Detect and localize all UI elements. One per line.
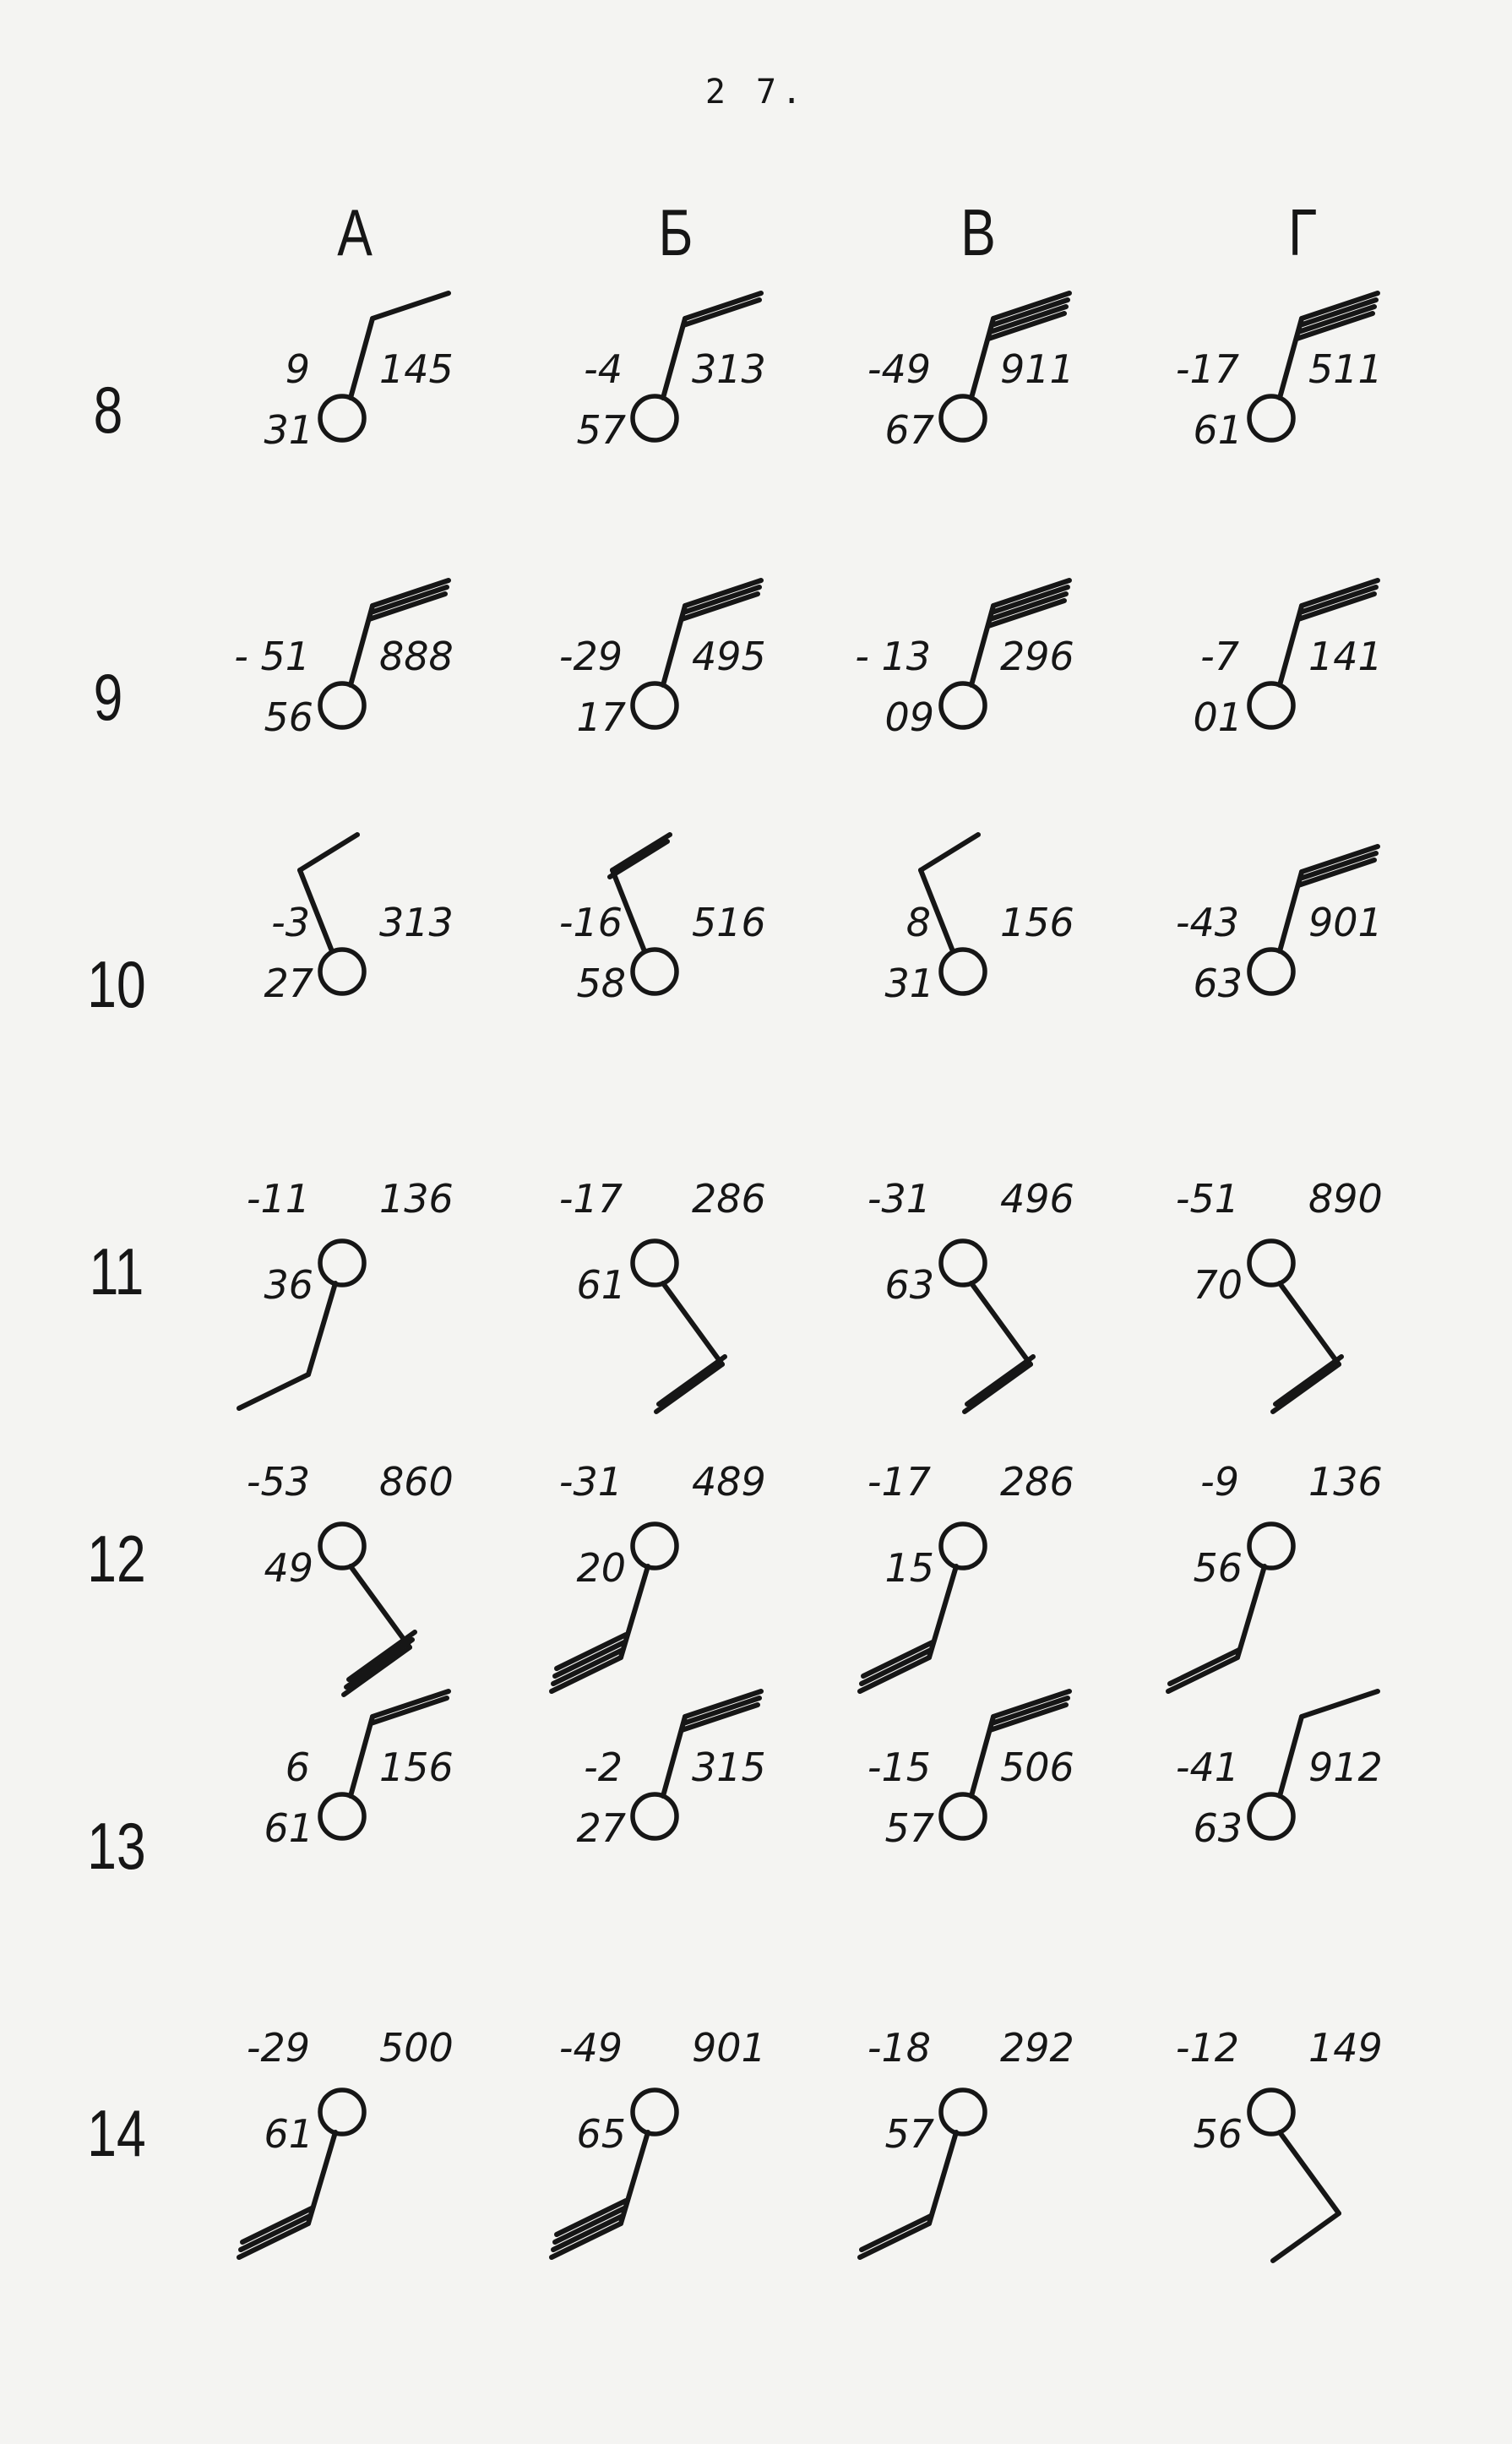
station-12-0 bbox=[247, 1459, 454, 1695]
station-8-0 bbox=[264, 293, 453, 453]
wind-barb bbox=[1168, 1657, 1237, 1691]
temperature-value: -17 bbox=[1175, 346, 1239, 392]
temperature-value: -18 bbox=[867, 2025, 931, 2071]
wind-barb bbox=[990, 1705, 1066, 1730]
wind-barb bbox=[344, 1647, 410, 1695]
temperature-value: - 13 bbox=[855, 634, 931, 679]
wind-barb bbox=[990, 307, 1066, 332]
page-number: 2 7. bbox=[704, 73, 808, 112]
wind-barb bbox=[993, 1691, 1069, 1717]
station-12-3 bbox=[1168, 1459, 1383, 1691]
pressure-value: 296 bbox=[1000, 634, 1074, 679]
wind-barb bbox=[1300, 853, 1376, 879]
dewpoint-value: 65 bbox=[576, 2111, 626, 2157]
column-header-a: А bbox=[337, 195, 373, 269]
temperature-value: -15 bbox=[867, 1745, 931, 1790]
wind-barb bbox=[373, 580, 449, 606]
row-label-12: 12 bbox=[87, 1521, 146, 1596]
pressure-value: 495 bbox=[692, 634, 766, 679]
dewpoint-value: 36 bbox=[264, 1262, 313, 1308]
wind-barb bbox=[346, 1640, 412, 1687]
temperature-value: -9 bbox=[1200, 1459, 1239, 1505]
wind-barb bbox=[659, 1357, 725, 1404]
station-10-1 bbox=[559, 835, 766, 1006]
wind-barb bbox=[683, 1698, 759, 1723]
temperature-value: 6 bbox=[285, 1745, 310, 1790]
wind-barb bbox=[373, 293, 449, 318]
dewpoint-value: 57 bbox=[576, 407, 626, 453]
temperature-value: -12 bbox=[1175, 2025, 1239, 2071]
station-circle bbox=[320, 950, 364, 993]
dewpoint-value: 58 bbox=[576, 961, 626, 1006]
station-circle bbox=[633, 950, 677, 993]
dewpoint-value: 63 bbox=[884, 1262, 934, 1308]
temperature-value: -17 bbox=[867, 1459, 931, 1505]
temperature-value: -4 bbox=[584, 346, 623, 392]
dewpoint-value: 27 bbox=[576, 1805, 626, 1851]
row-label-10: 10 bbox=[87, 947, 146, 1021]
wind-barb bbox=[965, 1364, 1031, 1412]
station-circle bbox=[320, 1241, 364, 1285]
station-circle bbox=[633, 396, 677, 440]
wind-stem bbox=[971, 1283, 1031, 1364]
dewpoint-value: 61 bbox=[576, 1262, 626, 1308]
dewpoint-value: 57 bbox=[884, 2111, 934, 2157]
wind-barb bbox=[685, 1691, 761, 1717]
row-label-11: 11 bbox=[89, 1234, 144, 1309]
station-14-3 bbox=[1176, 2025, 1383, 2261]
pressure-value: 511 bbox=[1308, 346, 1383, 392]
wind-barb bbox=[239, 1374, 308, 1408]
temperature-value: -11 bbox=[246, 1176, 310, 1222]
wind-barb bbox=[1302, 1691, 1378, 1717]
station-10-0 bbox=[264, 835, 453, 1006]
wind-stem bbox=[1280, 1717, 1302, 1796]
pressure-value: 506 bbox=[1000, 1745, 1074, 1790]
pressure-value: 145 bbox=[379, 346, 454, 392]
row-label-9: 9 bbox=[93, 660, 123, 734]
pressure-value: 516 bbox=[692, 900, 766, 945]
wind-barb bbox=[682, 1705, 758, 1730]
station-14-0 bbox=[239, 2025, 454, 2257]
station-circle bbox=[1249, 950, 1293, 993]
temperature-value: 9 bbox=[285, 346, 310, 392]
station-13-2 bbox=[867, 1691, 1074, 1851]
row-label-14: 14 bbox=[87, 2096, 146, 2170]
wind-stem bbox=[663, 318, 685, 398]
temperature-value: -3 bbox=[271, 900, 310, 945]
station-circle bbox=[320, 683, 364, 727]
wind-stem bbox=[1280, 2132, 1339, 2213]
station-circle bbox=[633, 683, 677, 727]
station-circle bbox=[941, 2090, 985, 2134]
pressure-value: 489 bbox=[692, 1459, 766, 1505]
wind-barb bbox=[860, 2224, 929, 2257]
dewpoint-value: 15 bbox=[884, 1545, 934, 1591]
wind-barb bbox=[610, 841, 667, 877]
wind-barb bbox=[369, 594, 445, 619]
dewpoint-value: 67 bbox=[884, 407, 934, 453]
dewpoint-value: 31 bbox=[264, 407, 313, 453]
station-circle bbox=[1249, 2090, 1293, 2134]
column-header-b: Б bbox=[658, 195, 693, 269]
station-13-3 bbox=[1176, 1691, 1383, 1851]
dewpoint-value: 57 bbox=[884, 1805, 934, 1851]
pressure-value: 901 bbox=[692, 2025, 766, 2071]
wind-barb bbox=[992, 587, 1068, 612]
station-13-0 bbox=[264, 1691, 453, 1851]
station-9-0 bbox=[234, 580, 454, 740]
temperature-value: -29 bbox=[558, 634, 623, 679]
pressure-value: 292 bbox=[1000, 2025, 1074, 2071]
wind-barb bbox=[992, 300, 1068, 325]
station-8-3 bbox=[1176, 293, 1383, 453]
station-circle bbox=[941, 683, 985, 727]
station-circle bbox=[1249, 396, 1293, 440]
station-circle bbox=[320, 396, 364, 440]
wind-barb bbox=[349, 1632, 415, 1679]
temperature-value: -31 bbox=[558, 1459, 623, 1505]
station-11-0 bbox=[239, 1176, 454, 1408]
pressure-value: 496 bbox=[1000, 1176, 1074, 1222]
pressure-value: 286 bbox=[692, 1176, 766, 1222]
station-9-2 bbox=[855, 580, 1074, 740]
station-12-1 bbox=[552, 1459, 766, 1691]
wind-stem bbox=[1280, 1283, 1339, 1364]
dewpoint-value: 70 bbox=[1193, 1262, 1243, 1308]
pressure-value: 136 bbox=[1308, 1459, 1383, 1505]
station-11-1 bbox=[559, 1176, 766, 1412]
row-label-8: 8 bbox=[93, 373, 123, 447]
pressure-value: 141 bbox=[1308, 634, 1383, 679]
station-9-1 bbox=[559, 580, 766, 740]
wind-stem bbox=[351, 1717, 373, 1796]
station-14-1 bbox=[552, 2025, 766, 2257]
pressure-value: 286 bbox=[1000, 1459, 1074, 1505]
wind-barb bbox=[685, 293, 761, 318]
station-circle bbox=[320, 1524, 364, 1568]
column-header-g: Г bbox=[1288, 195, 1317, 269]
station-14-2 bbox=[860, 2025, 1074, 2257]
wind-barb bbox=[1298, 860, 1374, 885]
wind-barb bbox=[683, 300, 759, 325]
wind-barb bbox=[992, 1698, 1068, 1723]
station-9-3 bbox=[1193, 580, 1382, 740]
dewpoint-value: 01 bbox=[1193, 694, 1243, 740]
wind-barb bbox=[862, 2216, 931, 2250]
dewpoint-value: 20 bbox=[576, 1545, 626, 1591]
wind-stem bbox=[351, 1566, 410, 1647]
temperature-value: -43 bbox=[1175, 900, 1239, 945]
pressure-value: 136 bbox=[379, 1176, 454, 1222]
temperature-value: -2 bbox=[584, 1745, 623, 1790]
station-circle bbox=[941, 396, 985, 440]
station-circle bbox=[633, 2090, 677, 2134]
wind-barb bbox=[990, 594, 1066, 619]
wind-barb bbox=[683, 587, 759, 612]
wind-barb bbox=[1273, 2213, 1339, 2261]
wind-barb bbox=[1298, 594, 1374, 619]
station-12-2 bbox=[860, 1459, 1074, 1691]
temperature-value: -17 bbox=[558, 1176, 623, 1222]
station-10-3 bbox=[1176, 846, 1383, 1006]
station-circle bbox=[633, 1524, 677, 1568]
wind-barb bbox=[1300, 587, 1376, 612]
station-circle bbox=[633, 1241, 677, 1285]
wind-barb bbox=[300, 835, 357, 870]
temperature-value: -31 bbox=[867, 1176, 931, 1222]
pressure-value: 890 bbox=[1308, 1176, 1383, 1222]
wind-barb bbox=[967, 1357, 1033, 1404]
station-8-2 bbox=[867, 293, 1074, 453]
wind-barb bbox=[612, 835, 670, 870]
dewpoint-value: 27 bbox=[264, 961, 313, 1006]
wind-barb bbox=[371, 1698, 447, 1723]
station-circle bbox=[1249, 683, 1293, 727]
temperature-value: - 51 bbox=[234, 634, 310, 679]
station-circle bbox=[1249, 1241, 1293, 1285]
temperature-value: -49 bbox=[558, 2025, 623, 2071]
pressure-value: 911 bbox=[1000, 346, 1074, 392]
pressure-value: 888 bbox=[379, 634, 454, 679]
wind-stem bbox=[663, 1283, 722, 1364]
temperature-value: -49 bbox=[867, 346, 931, 392]
wind-barb bbox=[921, 835, 978, 870]
pressure-value: 500 bbox=[379, 2025, 454, 2071]
wind-barb bbox=[1302, 580, 1378, 606]
station-circle bbox=[941, 1524, 985, 1568]
dewpoint-value: 17 bbox=[576, 694, 626, 740]
pressure-value: 860 bbox=[379, 1459, 454, 1505]
pressure-value: 912 bbox=[1308, 1745, 1383, 1790]
column-header-v: В bbox=[960, 195, 996, 269]
station-circle bbox=[941, 1241, 985, 1285]
dewpoint-value: 31 bbox=[884, 961, 934, 1006]
wind-barb bbox=[862, 1650, 931, 1684]
wind-barb bbox=[241, 2216, 310, 2250]
dewpoint-value: 63 bbox=[1193, 961, 1243, 1006]
station-8-1 bbox=[576, 293, 765, 453]
station-circle bbox=[320, 2090, 364, 2134]
wind-barb bbox=[1170, 1650, 1239, 1684]
dewpoint-value: 09 bbox=[884, 694, 934, 740]
temperature-value: -16 bbox=[558, 900, 623, 945]
pressure-value: 315 bbox=[692, 1745, 766, 1790]
temperature-value: -7 bbox=[1200, 634, 1239, 679]
pressure-value: 313 bbox=[692, 346, 766, 392]
temperature-value: -51 bbox=[1175, 1176, 1239, 1222]
dewpoint-value: 61 bbox=[1193, 407, 1243, 453]
station-13-1 bbox=[576, 1691, 765, 1851]
wind-barb bbox=[373, 1691, 449, 1717]
dewpoint-value: 56 bbox=[264, 694, 313, 740]
row-label-13: 13 bbox=[87, 1809, 146, 1883]
wind-barb bbox=[682, 594, 758, 619]
wind-barb bbox=[1273, 1364, 1339, 1412]
pressure-value: 901 bbox=[1308, 900, 1383, 945]
station-circle bbox=[1249, 1794, 1293, 1838]
dewpoint-value: 63 bbox=[1193, 1805, 1243, 1851]
station-circle bbox=[941, 950, 985, 993]
dewpoint-value: 56 bbox=[1193, 1545, 1243, 1591]
dewpoint-value: 61 bbox=[264, 2111, 313, 2157]
pressure-value: 156 bbox=[379, 1745, 454, 1790]
station-11-2 bbox=[867, 1176, 1074, 1412]
pressure-value: 149 bbox=[1308, 2025, 1383, 2071]
dewpoint-value: 61 bbox=[264, 1805, 313, 1851]
station-circle bbox=[633, 1794, 677, 1838]
temperature-value: -29 bbox=[246, 2025, 310, 2071]
dewpoint-value: 56 bbox=[1193, 2111, 1243, 2157]
station-circle bbox=[320, 1794, 364, 1838]
dewpoint-value: 49 bbox=[264, 1545, 313, 1591]
wind-barb bbox=[1275, 1357, 1341, 1404]
pressure-value: 156 bbox=[1000, 900, 1074, 945]
station-circle bbox=[1249, 1524, 1293, 1568]
station-circle bbox=[941, 1794, 985, 1838]
pressure-value: 313 bbox=[379, 900, 454, 945]
wind-barb bbox=[1298, 307, 1374, 332]
temperature-value: -41 bbox=[1175, 1745, 1239, 1790]
wind-barb bbox=[1302, 846, 1378, 872]
station-10-2 bbox=[884, 835, 1074, 1006]
wind-stem bbox=[351, 318, 373, 398]
temperature-value: -53 bbox=[246, 1459, 310, 1505]
wind-barb bbox=[685, 580, 761, 606]
wind-barb bbox=[371, 587, 447, 612]
wind-barb bbox=[1300, 300, 1376, 325]
wind-barb bbox=[656, 1364, 722, 1412]
temperature-value: 8 bbox=[906, 900, 931, 945]
station-11-3 bbox=[1176, 1176, 1383, 1412]
